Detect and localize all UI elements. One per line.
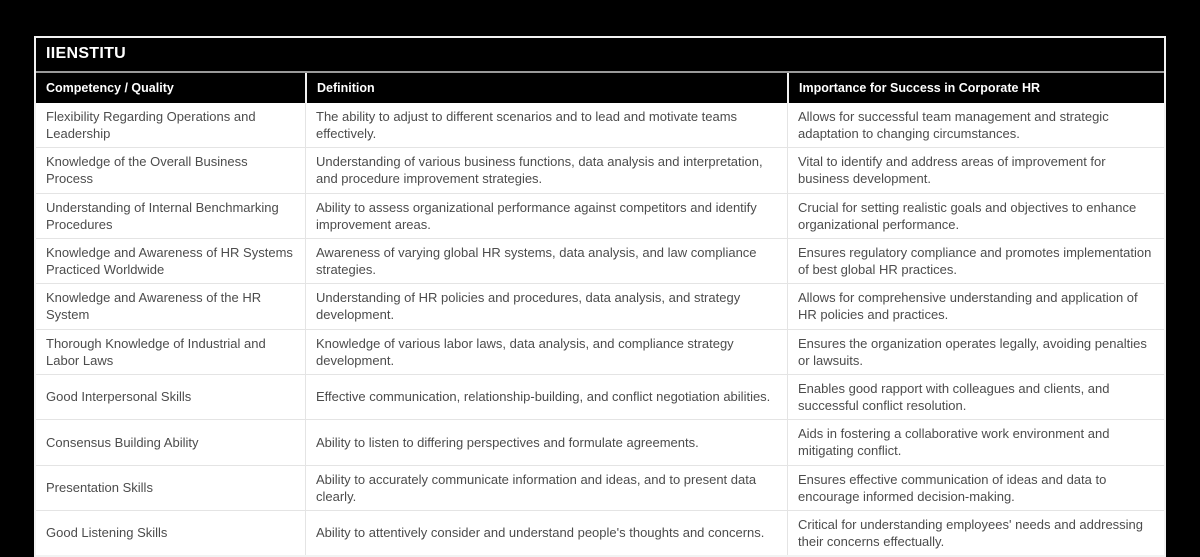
table-title: IIENSTITU xyxy=(36,38,1164,73)
cell-importance: Aids in fostering a collaborative work environment and mitigating conflict. xyxy=(787,419,1164,464)
cell-competency: Good Listening Skills xyxy=(36,510,305,555)
cell-definition: Knowledge of various labor laws, data analysis, and compliance strategy development. xyxy=(305,329,787,374)
cell-importance: Allows for comprehensive understanding and application of HR policies and practices. xyxy=(787,283,1164,328)
cell-definition: Ability to attentively consider and understand people's thoughts and concerns. xyxy=(305,510,787,555)
cell-importance: Vital to identify and address areas of improvement for business development. xyxy=(787,147,1164,192)
cell-importance: Ensures the organization operates legally, avoiding penalties or lawsuits. xyxy=(787,329,1164,374)
cell-competency: Understanding of Internal Benchmarking Procedures xyxy=(36,193,305,238)
cell-definition: Ability to assess organizational performance against competitors and identify improvement areas. xyxy=(305,193,787,238)
cell-competency: Good Interpersonal Skills xyxy=(36,374,305,419)
cell-competency: Thorough Knowledge of Industrial and Labor Laws xyxy=(36,329,305,374)
table-row xyxy=(36,238,1164,283)
cell-importance: Crucial for setting realistic goals and objectives to enhance organizational performance. xyxy=(787,193,1164,238)
competency-table xyxy=(36,73,1164,555)
cell-definition: Ability to accurately communicate information and ideas, and to present data clearly. xyxy=(305,465,787,510)
cell-definition: The ability to adjust to different scenarios and to lead and motivate teams effectively. xyxy=(305,103,787,147)
cell-definition: Awareness of varying global HR systems, data analysis, and law compliance strategies. xyxy=(305,238,787,283)
table-row xyxy=(36,510,1164,555)
competency-table-card xyxy=(34,36,1166,557)
table-header xyxy=(36,73,1164,103)
column-header-definition: Definition xyxy=(305,73,787,103)
cell-definition: Ability to listen to differing perspectives and formulate agreements. xyxy=(305,419,787,464)
table-row xyxy=(36,283,1164,328)
header-row xyxy=(36,73,1164,103)
cell-definition: Effective communication, relationship-building, and conflict negotiation abilities. xyxy=(305,374,787,419)
cell-importance: Ensures regulatory compliance and promotes implementation of best global HR practices. xyxy=(787,238,1164,283)
cell-definition: Understanding of HR policies and procedures, data analysis, and strategy development. xyxy=(305,283,787,328)
cell-competency: Presentation Skills xyxy=(36,465,305,510)
table-body xyxy=(36,103,1164,555)
table-row xyxy=(36,193,1164,238)
table-row xyxy=(36,329,1164,374)
table-row xyxy=(36,465,1164,510)
column-header-competency: Competency / Quality xyxy=(36,73,305,103)
table-row xyxy=(36,103,1164,147)
cell-importance: Enables good rapport with colleagues and clients, and successful conflict resolution. xyxy=(787,374,1164,419)
cell-importance: Ensures effective communication of ideas and data to encourage informed decision-making. xyxy=(787,465,1164,510)
table-row xyxy=(36,419,1164,464)
cell-competency: Consensus Building Ability xyxy=(36,419,305,464)
cell-competency: Knowledge and Awareness of HR Systems Practiced Worldwide xyxy=(36,238,305,283)
cell-importance: Allows for successful team management and strategic adaptation to changing circumstances. xyxy=(787,103,1164,147)
cell-competency: Flexibility Regarding Operations and Leadership xyxy=(36,103,305,147)
column-header-importance: Importance for Success in Corporate HR xyxy=(787,73,1164,103)
cell-importance: Critical for understanding employees' needs and addressing their concerns effectually. xyxy=(787,510,1164,555)
cell-competency: Knowledge of the Overall Business Process xyxy=(36,147,305,192)
cell-definition: Understanding of various business functions, data analysis and interpretation, and procedure improvement strategies. xyxy=(305,147,787,192)
table-row xyxy=(36,374,1164,419)
cell-competency: Knowledge and Awareness of the HR System xyxy=(36,283,305,328)
table-row xyxy=(36,147,1164,192)
